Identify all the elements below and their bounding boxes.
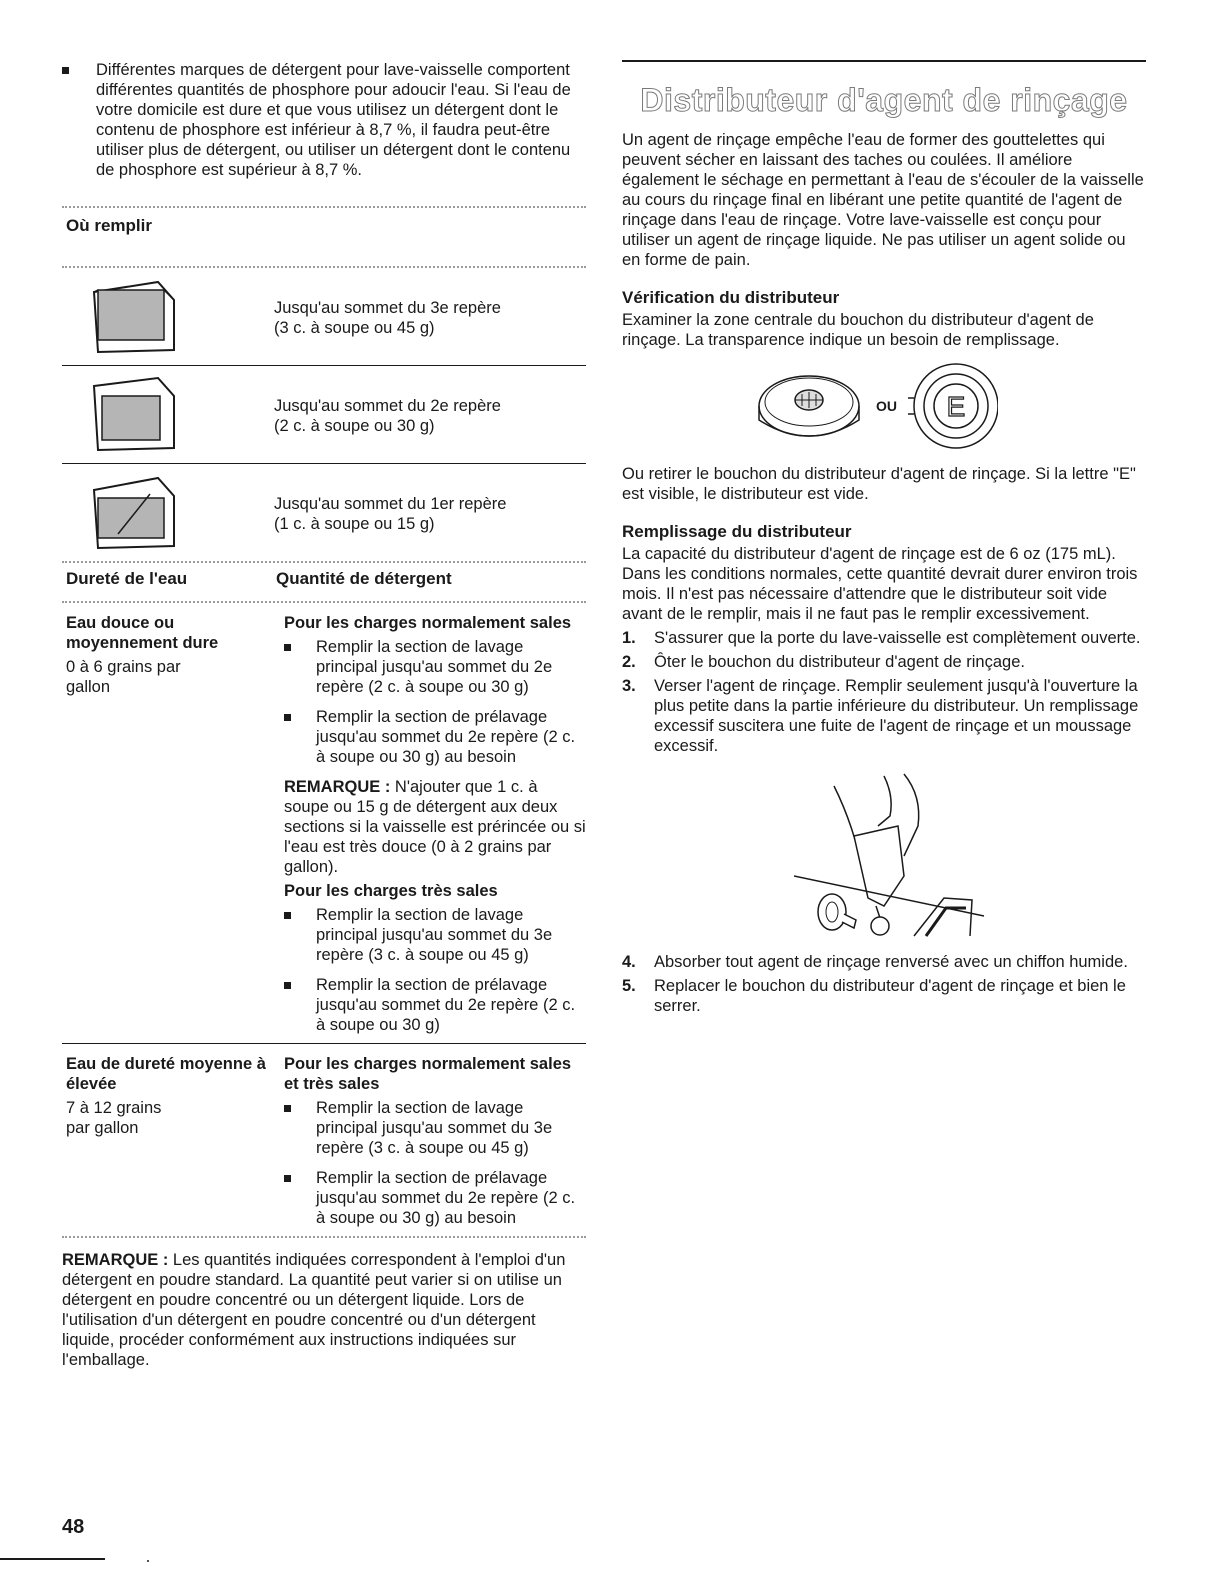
list-item: Remplir la section de prélavage jusqu'au sommet du 2e repère (2 c. à soupe ou 30 g) au besoin [284, 1168, 586, 1228]
group-title: Pour les charges très sales [284, 882, 498, 900]
steps-list [622, 952, 1146, 1016]
or-label: OU [876, 398, 897, 414]
where-fill-heading: Où remplir [66, 216, 152, 235]
tray-row-2 [62, 366, 586, 463]
pouring-rinse-aid-illustration [794, 766, 994, 946]
cap-letter: E [946, 391, 966, 422]
check-paragraph: Examiner la zone centrale du bouchon du distributeur d'agent de rinçage. La transparence indique un besoin de remplissage. [622, 311, 1094, 349]
list-item: 2. Ôter le bouchon du distributeur d'agent de rinçage. [622, 653, 1025, 671]
dispenser-empty-indicator-icon [908, 358, 998, 458]
left-column [62, 60, 586, 1370]
list-item: Remplir la section de lavage principal jusqu'au sommet du 2e repère (2 c. à soupe ou 30 g) [284, 637, 586, 697]
tray-text: Jusqu'au sommet du 3e repère (3 c. à soupe ou 45 g) [274, 299, 501, 337]
bottom-note: REMARQUE : Les quantités indiquées correspondent à l'emploi d'un détergent en poudre standard. La quantité peut varier si on utilise un détergent en poudre concentré ou un détergent liquide. Lors de l'utilisation d'un détergent en poudre concentré ou d'un détergent liquide, procéder conformément aux instructions indiquées sur l'emballage. [62, 1251, 566, 1369]
section-title: Distributeur d'agent de rinçage [640, 82, 1128, 118]
steps-list [622, 628, 1146, 756]
table-row [62, 603, 586, 1043]
list-item: Remplir la section de lavage principal jusqu'au sommet du 3e repère (3 c. à soupe ou 45 g) [284, 1098, 586, 1158]
tray-text: Jusqu'au sommet du 1er repère (1 c. à soupe ou 15 g) [274, 495, 507, 533]
detergent-cup-full-icon [88, 278, 178, 356]
tray-text: Jusqu'au sommet du 2e repère (2 c. à soupe ou 30 g) [274, 397, 501, 435]
check-heading: Vérification du distributeur [622, 288, 840, 307]
note: REMARQUE : N'ajouter que 1 c. à soupe ou 15 g de détergent aux deux sections si la vaisselle est prérincée ou si l'eau est très douce (0 à 2 grains par gallon). [284, 778, 586, 876]
group-title: Pour les charges normalement sales [284, 614, 572, 632]
detergent-cup-low-icon [88, 474, 178, 552]
intro-bullet: Différentes marques de détergent pour lave-vaisselle comportent différentes quantités de phosphore pour adoucir l'eau. Si l'eau de votre domicile est dure et que vous utilisez un détergent dont le contenu de phosphore est inférieur à 8,7 %, il faudra peut-être utiliser plus de détergent, ou utiliser un détergent dont le contenu de phosphore est supérieur à 8,7 %. [62, 60, 586, 202]
list-item: 1. S'assurer que la porte du lave-vaisselle est complètement ouverte. [622, 629, 1141, 647]
list-item: 4. Absorber tout agent de rinçage renversé avec un chiffon humide. [622, 953, 1128, 971]
group-title: Pour les charges normalement sales et très sales [284, 1055, 572, 1093]
divider [62, 1236, 586, 1238]
col-header-hardness: Dureté de l'eau [66, 569, 188, 588]
tray-row-3 [62, 268, 586, 365]
detergent-cup-half-icon [88, 376, 178, 454]
cap-illustration [622, 358, 1146, 462]
section-rule [622, 60, 1146, 62]
list-item: 5. Replacer le bouchon du distributeur d'agent de rinçage et bien le serrer. [622, 977, 1126, 1015]
intro-paragraph: Un agent de rinçage empêche l'eau de former des gouttelettes qui peuvent sécher en laissant des taches ou coulées. Il améliore également le séchage en permettant à l'eau de s'écouler de la vaisselle au cours du rinçage final en libérant une petite quantité de l'agent de rinçage dans l'eau de rinçage. Votre lave-vaisselle est conçu pour utiliser un agent de rinçage liquide. Ne pas utiliser un agent solide ou en forme de pain. [622, 131, 1144, 269]
hardness-title: Eau douce ou moyennement dure [66, 614, 219, 652]
check-paragraph-2: Ou retirer le bouchon du distributeur d'agent de rinçage. Si la lettre "E" est visible, le distributeur est vide. [622, 465, 1136, 503]
hardness-title: Eau de dureté moyenne à élevée [66, 1055, 266, 1093]
col-header-quantity: Quantité de détergent [276, 569, 452, 588]
list-item: 3. Verser l'agent de rinçage. Remplir seulement jusqu'à l'ouverture la plus petite dans la partie inférieure du distributeur. Un remplissage excessif suscitera une fuite de l'agent de rinçage et un moussage excessif. [622, 677, 1139, 755]
table-row [62, 1044, 586, 1236]
list-item: Remplir la section de prélavage jusqu'au sommet du 2e repère (2 c. à soupe ou 30 g) [284, 975, 586, 1035]
page-number: 48 [62, 1516, 85, 1538]
hardness-value: 0 à 6 grains par gallon [66, 658, 181, 696]
table-header [62, 563, 586, 601]
list-item: Remplir la section de lavage principal jusqu'au sommet du 3e repère (3 c. à soupe ou 45 g) [284, 905, 586, 965]
right-column [622, 60, 1146, 1020]
footer-rule [0, 1558, 105, 1560]
list-item: Remplir la section de prélavage jusqu'au sommet du 2e repère (2 c. à soupe ou 30 g) au besoin [284, 707, 586, 767]
fill-intro: La capacité du distributeur d'agent de rinçage est de 6 oz (175 mL). Dans les conditions normales, cette quantité devrait durer environ trois mois. Il n'est pas nécessaire d'attendre que le distributeur soit vide avant de le remplir, mais il ne faut pas le remplir excessivement. [622, 545, 1138, 623]
dispenser-cap-icon [754, 364, 864, 454]
fill-heading: Remplissage du distributeur [622, 522, 852, 541]
footer-mark [147, 1560, 149, 1562]
tray-row-1 [62, 464, 586, 561]
hardness-value: 7 à 12 grains par gallon [66, 1099, 162, 1137]
